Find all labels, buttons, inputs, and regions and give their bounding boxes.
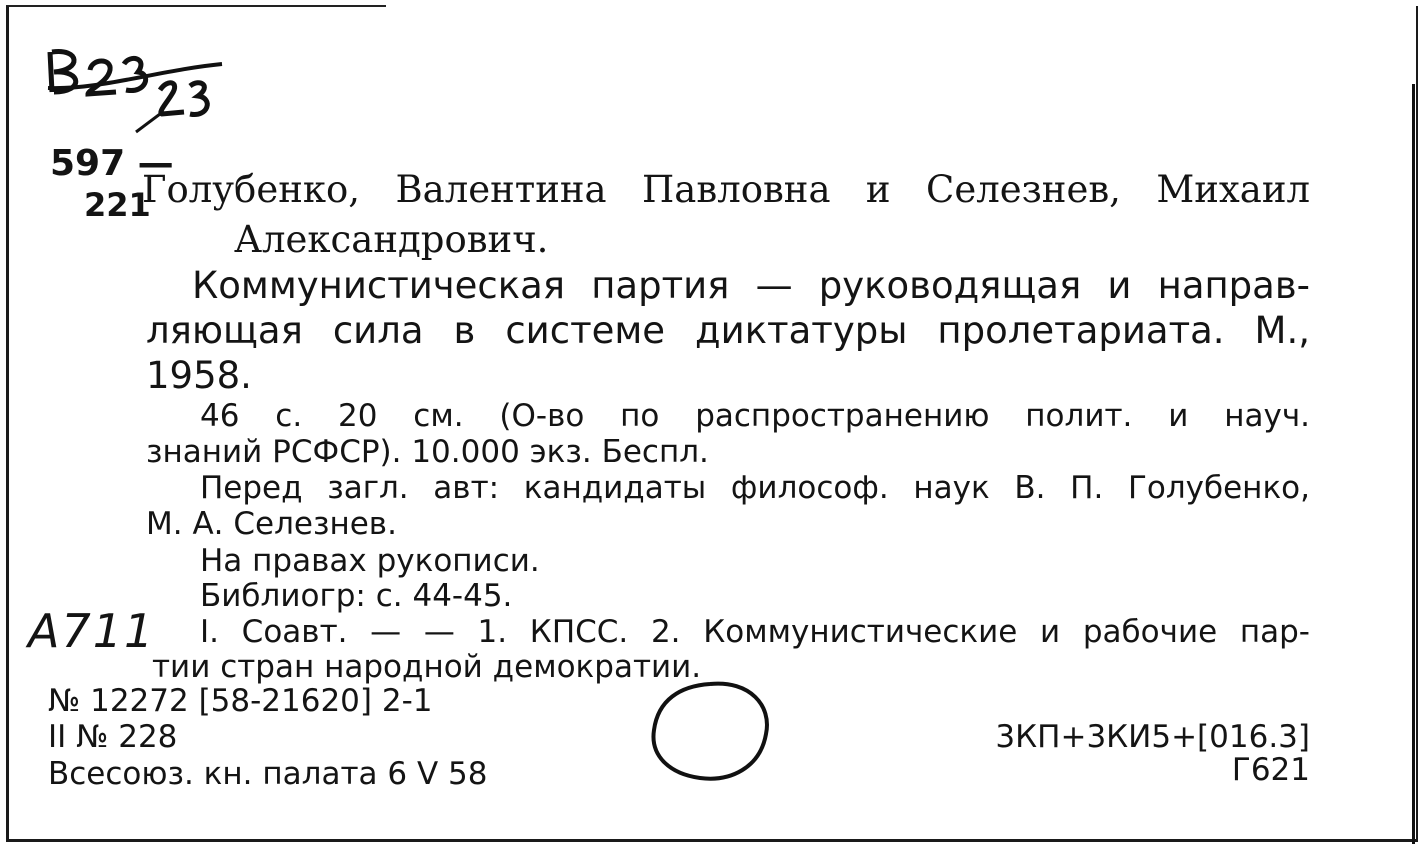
author-line-2: Александрович.: [234, 218, 549, 261]
note-bibliography: Библиогр: с. 44-45.: [200, 578, 513, 614]
handwritten-top-mark: [40, 30, 240, 140]
card-number: № 12272 [58-21620] 2-1: [48, 683, 433, 719]
card-right-edge: [1412, 84, 1415, 844]
note-authors-line-1: Перед загл. авт: кандидаты философ. наук В. П. Голубенко,: [200, 470, 1310, 506]
tracing-line-1: I. Соавт. — — 1. КПСС. 2. Коммунистические и рабочие пар-: [200, 614, 1310, 650]
tracing-line-2: тии стран народной демократии.: [152, 649, 702, 685]
card-subnumber: II № 228: [48, 719, 178, 755]
classification-index: 3КП+3КИ5+[016.3]: [995, 719, 1310, 755]
title-line-3: 1958.: [146, 354, 252, 397]
description-line-2: знаний РСФСР). 10.000 экз. Беспл.: [146, 434, 709, 470]
call-number-top: 597 —: [50, 143, 174, 184]
circle-mark: [640, 676, 780, 796]
description-line-1: 46 с. 20 см. (О-во по распространению полит. и науч.: [200, 398, 1310, 434]
author-code: Г621: [1231, 752, 1310, 788]
inventory-mark: A711: [28, 604, 156, 658]
note-authors-line-2: М. А. Селезнев.: [146, 506, 397, 542]
title-line-2: ляющая сила в системе диктатуры пролетариата. М.,: [146, 309, 1310, 352]
call-number-bottom: 221: [84, 186, 151, 224]
title-line-1: Коммунистическая партия — руководящая и направ-: [192, 264, 1310, 307]
book-chamber: Всесоюз. кн. палата 6 V 58: [48, 756, 488, 792]
note-manuscript: На правах рукописи.: [200, 543, 540, 579]
author-line-1: Голубенко, Валентина Павловна и Селезнев, Михаил: [142, 168, 1310, 211]
